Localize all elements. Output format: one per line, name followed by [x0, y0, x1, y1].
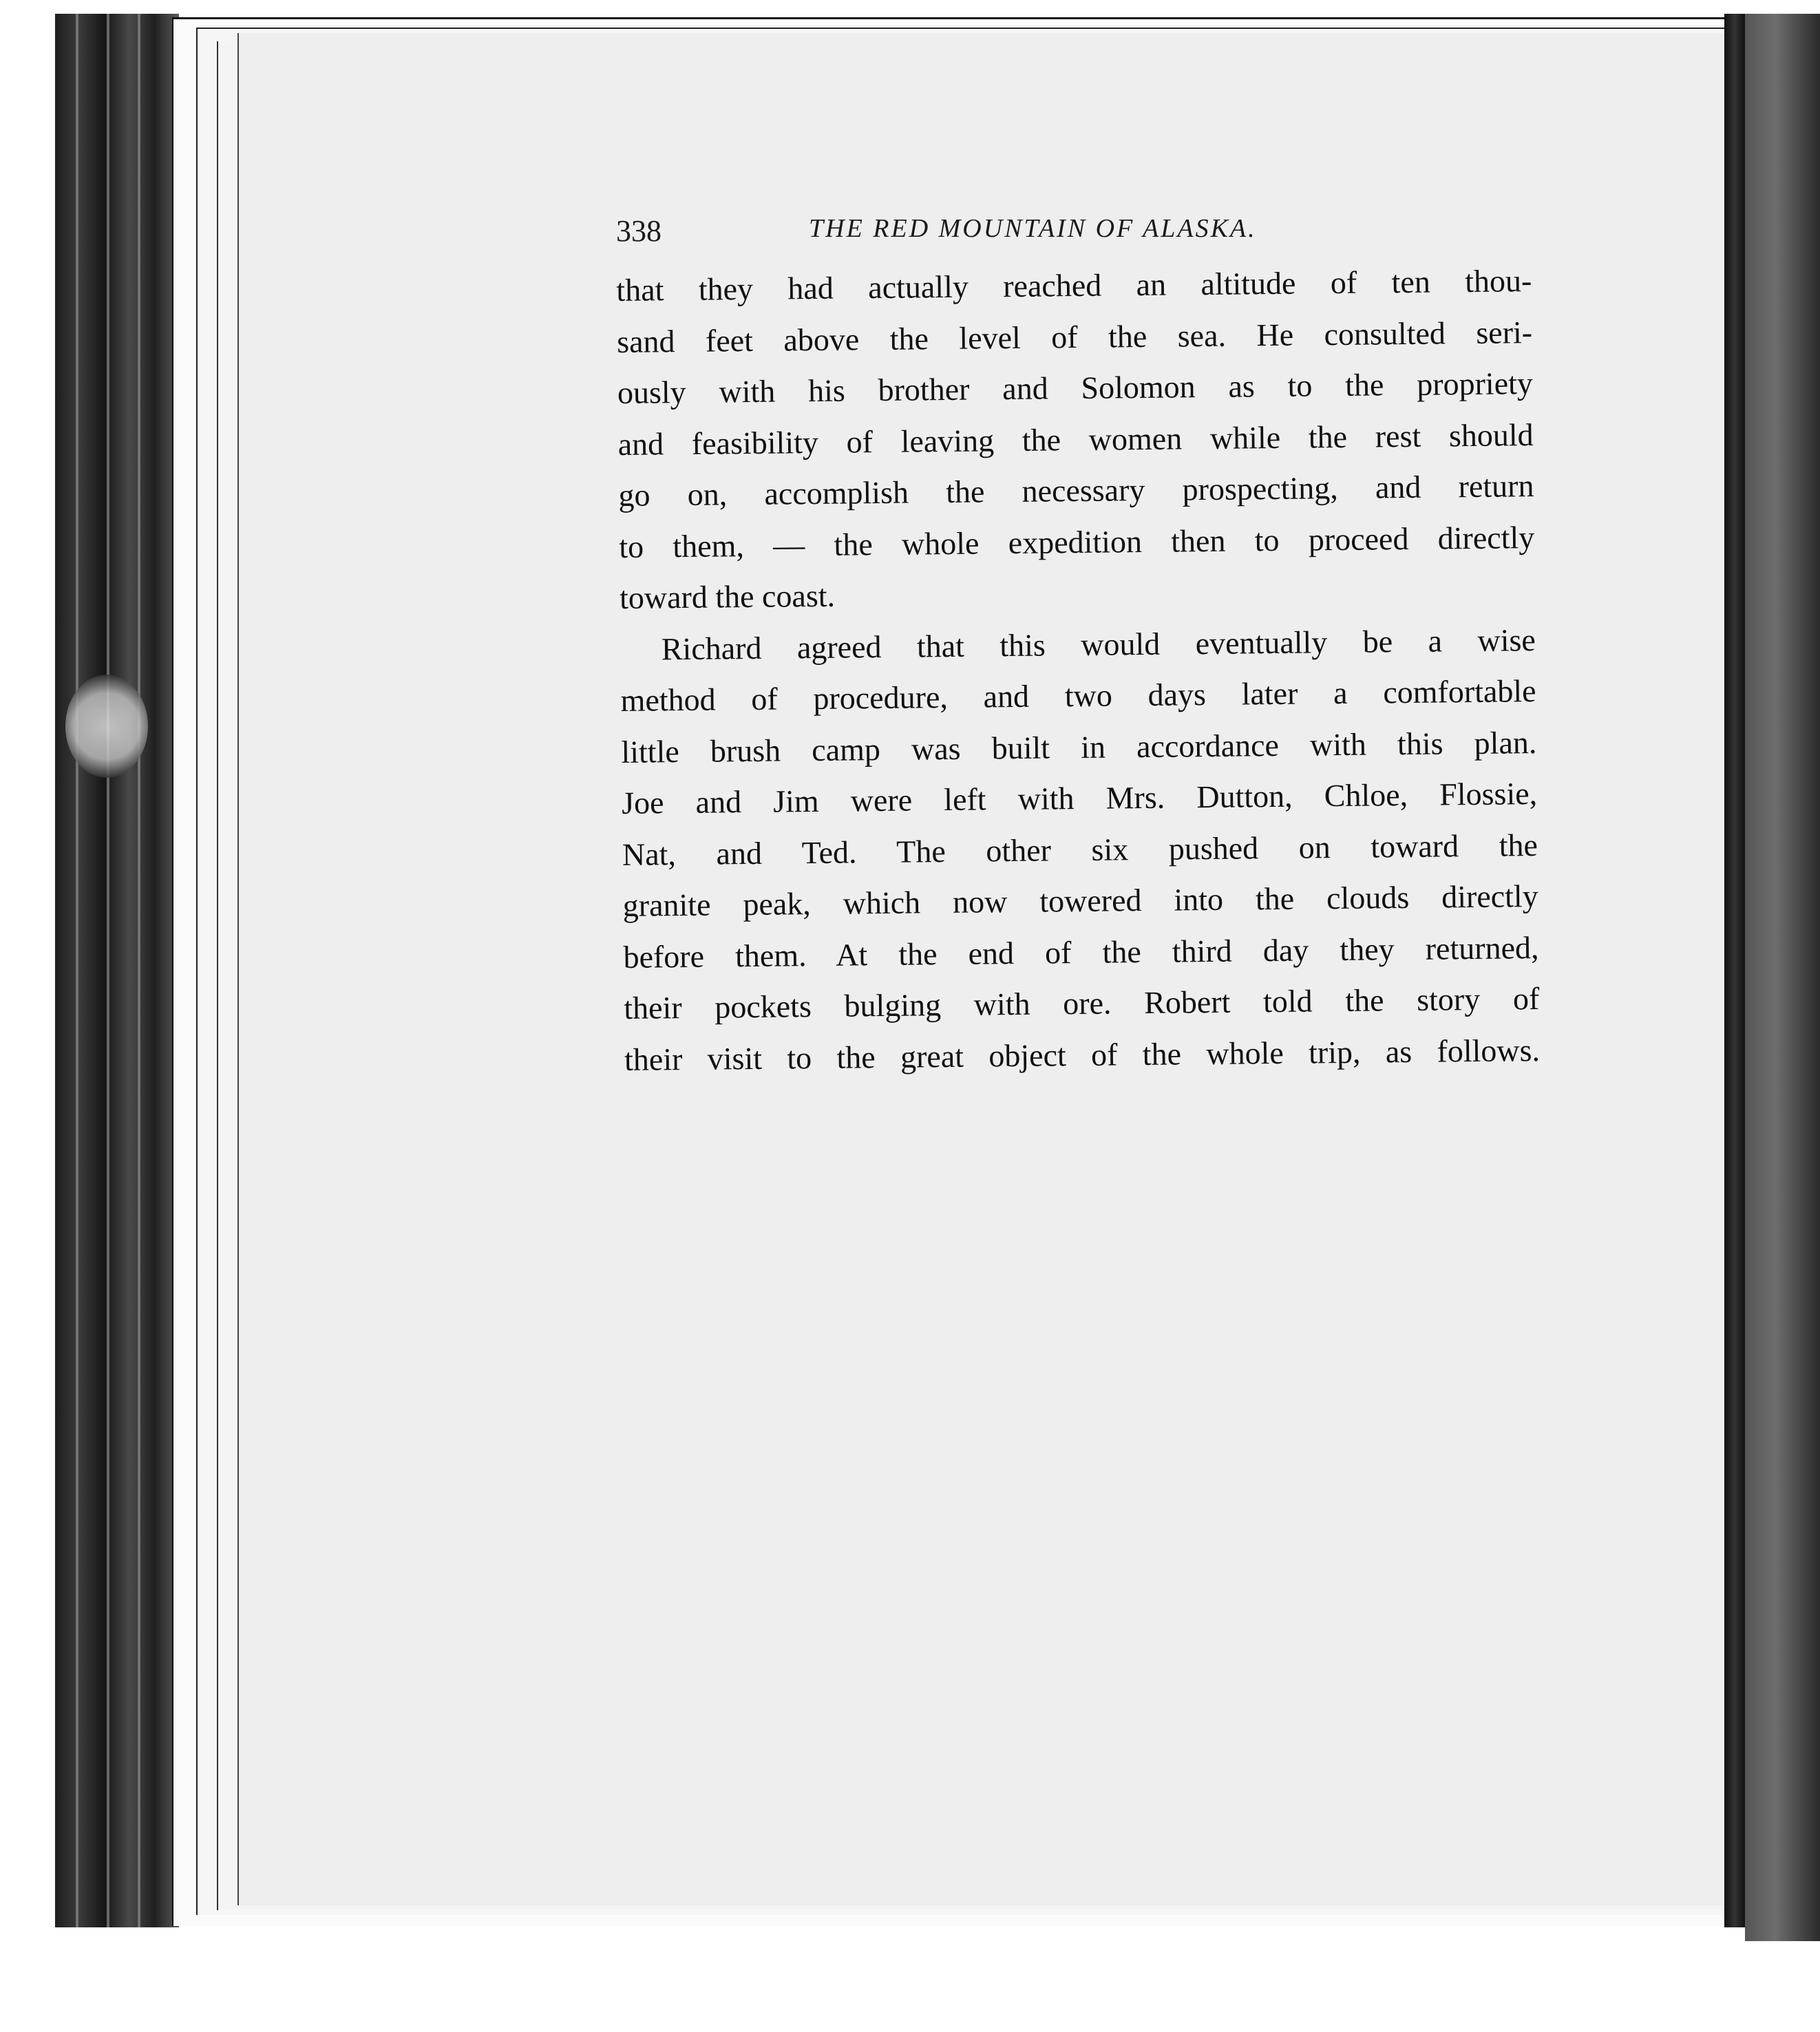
text-line: to them, — the whole expedition then to proceed directly	[619, 519, 1535, 564]
book-binding-left	[55, 14, 179, 1927]
page-edge-line	[107, 14, 109, 1927]
text-line: granite peak, which now towered into the clouds directly	[622, 878, 1538, 923]
running-head	[616, 213, 1339, 255]
text-line: sand feet above the level of the sea. He consulted seri-	[616, 314, 1533, 359]
text-line: toward the coast.	[619, 578, 836, 615]
page-number: 338	[616, 214, 662, 248]
paragraph	[620, 614, 1547, 1085]
text-line: before them. At the end of the third day they returned,	[623, 929, 1539, 975]
text-line: go on, accomplish the necessary prospecting, and return	[618, 468, 1534, 513]
page-edge-line	[76, 14, 78, 1927]
text-line: ously with his brother and Solomon as to the propriety	[617, 366, 1534, 410]
text-line: method of procedure, and two days later a comfortable	[620, 673, 1536, 718]
text-line: little brush camp was built in accordance with this plan.	[621, 724, 1537, 770]
paragraph	[616, 255, 1542, 624]
body-text	[616, 255, 1547, 1086]
page-edge-line	[138, 14, 140, 1927]
text-line: Richard agreed that this would eventually be a wise	[661, 622, 1536, 666]
text-line: their pockets bulging with ore. Robert told the story of	[624, 981, 1540, 1026]
text-line: their visit to the great object of the whole trip, as follows.	[624, 1032, 1541, 1077]
text-line: Nat, and Ted. The other six pushed on toward the	[622, 827, 1538, 872]
next-page-edge	[1745, 14, 1820, 1941]
text-line: and feasibility of leaving the women while the rest should	[617, 416, 1534, 462]
paper-blotch	[65, 675, 148, 778]
book-gutter-right	[1724, 14, 1745, 1927]
text-line: Joe and Jim were left with Mrs. Dutton, Chloe, Flossie,	[621, 776, 1538, 821]
text-line: that they had actually reached an altitude of ten thou-	[616, 263, 1532, 308]
running-title: THE RED MOUNTAIN OF ALASKA.	[809, 214, 1257, 243]
